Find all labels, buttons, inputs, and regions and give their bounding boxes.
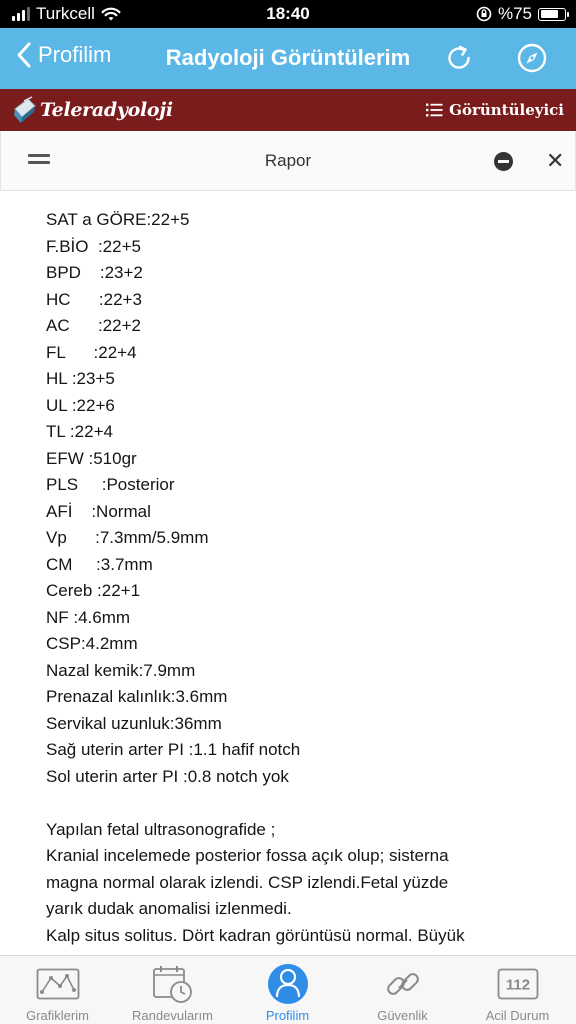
back-label: Profilim (38, 42, 112, 67)
report-title: Rapor (264, 151, 312, 170)
tab-guvenlik[interactable] (350, 964, 455, 1023)
report-body[interactable] (0, 192, 576, 955)
emergency-112-icon (497, 968, 539, 1000)
report-line: EFW :510gr (46, 448, 137, 468)
report-line: Nazal kemik:7.9mm (46, 660, 196, 680)
report-line: BPD :23+2 (46, 263, 143, 282)
tab-randevularim[interactable] (120, 964, 225, 1023)
status-right (476, 4, 566, 24)
tab-bar (0, 955, 576, 1024)
report-line: yarık dudak anomalisi izlenmedi. (46, 899, 292, 918)
tab-label: Randevularım (132, 1008, 213, 1023)
compass-icon[interactable] (516, 42, 548, 74)
brand-logo (12, 95, 173, 125)
chart-icon (36, 968, 80, 1000)
report-line: PLS :Posterior (46, 475, 175, 494)
report-line: Vp :7.3mm/5.9mm (46, 528, 209, 547)
list-icon (426, 103, 443, 117)
report-line: magna normal olarak izlendi. CSP izlendi.Fetal yüzde (46, 872, 449, 892)
report-header (0, 131, 576, 191)
brand-bar (0, 89, 576, 131)
orientation-lock-icon (476, 6, 492, 22)
report-line: HL :23+5 (46, 369, 115, 388)
report-line: CSP:4.2mm (46, 634, 138, 653)
report-line: Servikal uzunluk:36mm (46, 713, 222, 733)
report-line: Sol uterin arter PI :0.8 notch yok (46, 766, 289, 786)
minimize-icon[interactable] (494, 152, 513, 171)
status-bar (0, 0, 576, 28)
report-line: Sağ uterin arter PI :1.1 hafif notch (46, 740, 301, 759)
carrier-name: Turkcell (36, 4, 95, 23)
teleradyoloji-logo-icon (12, 95, 38, 125)
hamburger-menu-icon[interactable] (28, 154, 50, 168)
brand-name: Teleradyoloji (40, 99, 173, 121)
refresh-icon[interactable] (443, 42, 475, 74)
report-line: AFİ :Normal (46, 501, 151, 521)
viewer-label: Görüntüleyici (449, 101, 564, 119)
viewer-button[interactable] (426, 101, 564, 119)
report-line: UL :22+6 (46, 395, 115, 415)
report-line: Yapılan fetal ultrasonografide ; (46, 819, 276, 839)
tab-grafiklerim[interactable] (5, 964, 110, 1023)
battery-icon (538, 8, 566, 21)
tab-label: Acil Durum (485, 1008, 550, 1023)
close-icon[interactable]: ✕ (546, 148, 565, 173)
report-line: F.BİO :22+5 (46, 236, 141, 256)
report-line: Prenazal kalınlık:3.6mm (46, 687, 228, 706)
report-line: NF :4.6mm (46, 607, 131, 627)
profile-icon (267, 963, 309, 1005)
tab-acil-durum[interactable] (465, 964, 570, 1023)
link-icon (383, 964, 423, 1004)
tab-label: Grafiklerim (26, 1008, 89, 1023)
battery-percent: %75 (497, 4, 532, 23)
report-line: Kalp situs solitus. Dört kadran görüntüsü normal. Büyük (46, 925, 465, 945)
report-line: Cereb :22+1 (46, 581, 141, 600)
page-title: Radyoloji Görüntülerim (165, 45, 411, 70)
report-line: CM :3.7mm (46, 554, 153, 574)
emergency-badge: 112 (505, 976, 530, 994)
report-line: Kranial incelemede posterior fossa açık olup; sisterna (46, 846, 449, 865)
chevron-left-icon (16, 42, 32, 68)
report-line: AC :22+2 (46, 316, 141, 335)
tab-label: Güvenlik (377, 1008, 428, 1023)
tab-profilim[interactable] (235, 964, 340, 1023)
calendar-clock-icon (152, 964, 194, 1004)
tab-label: Profilim (265, 1008, 310, 1023)
status-time: 18:40 (266, 4, 310, 23)
report-line: SAT a GÖRE:22+5 (46, 210, 190, 229)
report-line: HC :22+3 (46, 289, 142, 309)
navigation-bar (0, 28, 576, 89)
report-line: FL :22+4 (46, 342, 137, 362)
report-line: TL :22+4 (46, 422, 113, 441)
report-line (46, 790, 576, 817)
back-button[interactable] (16, 42, 111, 68)
